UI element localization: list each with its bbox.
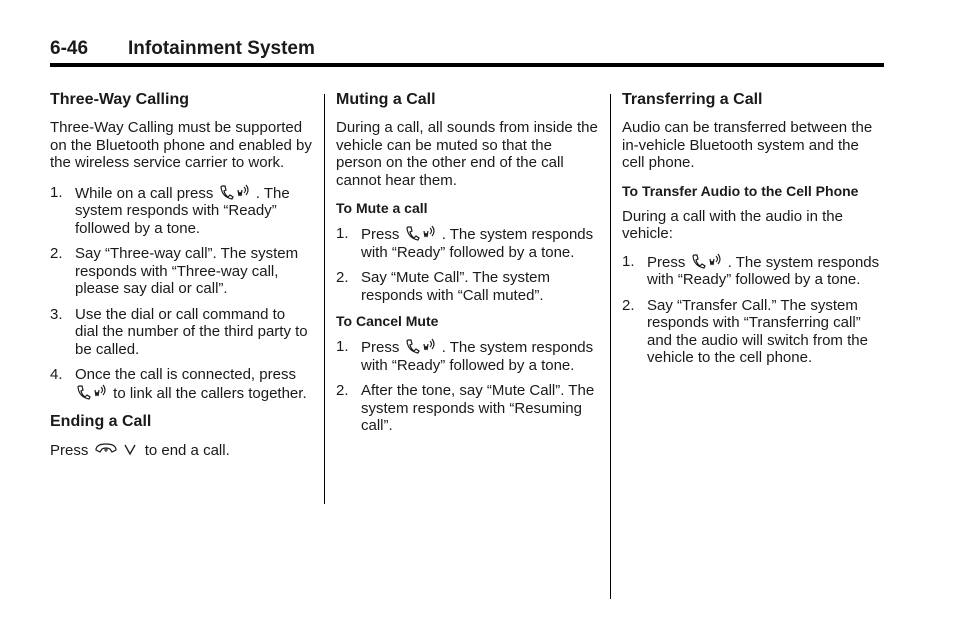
ending-a-call-heading: Ending a Call — [50, 413, 152, 430]
list-item: 4. Once the call is connected, press to link all the callers together. — [50, 366, 307, 402]
three-way-intro: Three-Way Calling must be supported on the Bluetooth phone and enabled by the wireless service carrier to work. — [50, 119, 312, 171]
list-item: 1. Press . The system responds with “Ready” followed by a tone. — [336, 225, 594, 261]
phone-voice-icon — [405, 338, 437, 354]
column-left — [50, 90, 312, 470]
phone-voice-icon — [691, 253, 723, 269]
phone-hangup-icon — [94, 441, 140, 457]
list-item: 2. Say “Transfer Call.” The system responds with “Transferring call” and the audio will switch from the vehicle to the cell phone. — [622, 296, 868, 366]
cancel-mute-heading: To Cancel Mute — [336, 313, 439, 329]
chapter-title: Infotainment System — [128, 38, 315, 59]
list-item: 1. While on a call press . The system responds with “Ready” followed by a tone. — [50, 183, 290, 237]
column-divider-2 — [610, 94, 611, 599]
to-transfer-heading: To Transfer Audio to the Cell Phone — [622, 182, 859, 199]
muting-a-call-heading: Muting a Call — [336, 91, 436, 108]
header-rule — [50, 63, 884, 67]
list-item: 1. Press . The system responds with “Ready” followed by a tone. — [622, 252, 880, 288]
muting-intro: During a call, all sounds from inside the vehicle can be muted so that the person on the other end of the call cannot hear them. — [336, 119, 598, 189]
to-transfer-steps — [622, 253, 884, 367]
to-mute-heading: To Mute a call — [336, 200, 428, 216]
transferring-a-call-heading: Transferring a Call — [622, 91, 763, 108]
page-header — [50, 36, 884, 64]
list-item: 3. Use the dial or call command to dial the number of the third party to be called. — [50, 305, 308, 358]
phone-voice-icon — [405, 225, 437, 241]
phone-voice-icon — [219, 184, 251, 200]
transferring-intro: Audio can be transferred between the in-vehicle Bluetooth system and the cell phone. — [622, 119, 873, 171]
three-way-steps — [50, 184, 312, 403]
column-right — [622, 90, 884, 375]
cancel-mute-steps — [336, 338, 600, 435]
list-item: 2. Say “Three-way call”. The system responds with “Three-way call, please say dial or call”. — [50, 245, 299, 297]
three-way-calling-heading: Three-Way Calling — [50, 91, 189, 108]
list-item: 2. Say “Mute Call”. The system responds with “Call muted”. — [336, 269, 550, 304]
page-number: 6-46 — [50, 38, 89, 59]
column-divider-1 — [324, 94, 325, 504]
ending-a-call-text: Press to end a call. — [50, 442, 230, 459]
list-item: 2. After the tone, say “Mute Call”. The system responds with “Resuming call”. — [336, 382, 595, 434]
column-middle — [336, 90, 600, 443]
list-item: 1. Press . The system responds with “Ready” followed by a tone. — [336, 338, 594, 374]
to-mute-steps — [336, 225, 600, 304]
phone-voice-icon — [76, 384, 108, 400]
to-transfer-intro: During a call with the audio in the vehicle: — [622, 207, 843, 242]
